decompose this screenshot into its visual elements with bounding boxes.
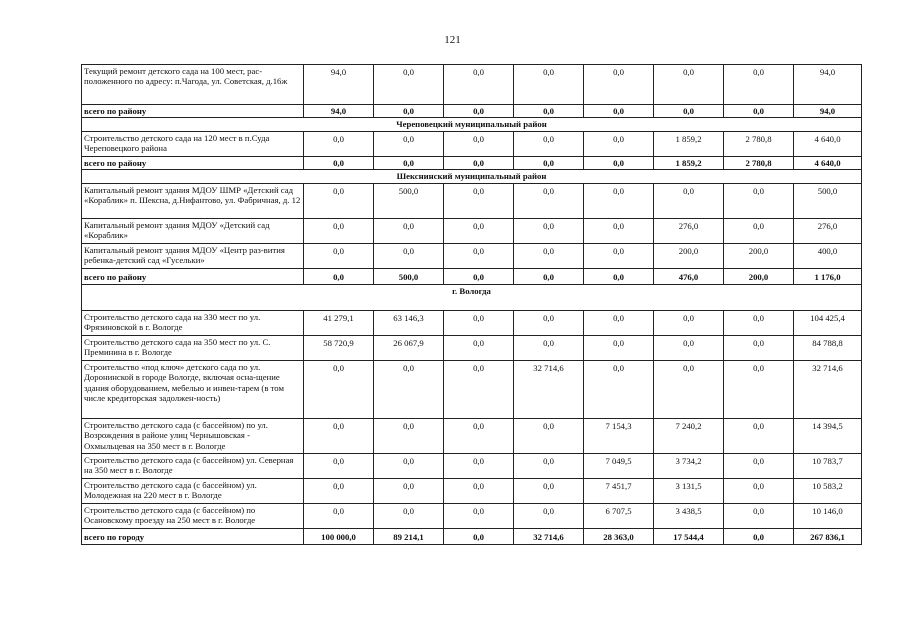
value-cell: 1 859,2 — [654, 132, 724, 157]
value-cell: 32 714,6 — [794, 361, 862, 419]
value-cell: 10 146,0 — [794, 504, 862, 529]
value-cell: 7 049,5 — [584, 454, 654, 479]
row-description: Капитальный ремонт здания МДОУ ШМР «Детский сад «Кораблик» п. Шексна, д.Нифантово, ул. Фабричная, д. 12 — [82, 184, 304, 219]
value-cell: 0,0 — [374, 361, 444, 419]
value-cell: 500,0 — [374, 269, 444, 285]
value-cell: 14 394,5 — [794, 419, 862, 454]
value-cell: 500,0 — [794, 184, 862, 219]
value-cell: 0,0 — [584, 311, 654, 336]
value-cell: 0,0 — [584, 219, 654, 244]
total-row — [82, 157, 862, 170]
value-cell: 1 176,0 — [794, 269, 862, 285]
value-cell: 0,0 — [724, 419, 794, 454]
value-cell: 0,0 — [444, 336, 514, 361]
value-cell: 0,0 — [304, 419, 374, 454]
value-cell: 276,0 — [794, 219, 862, 244]
table-row — [82, 504, 862, 529]
value-cell: 17 544,4 — [654, 529, 724, 545]
value-cell: 0,0 — [444, 157, 514, 170]
row-description: Строительство детского сада на 350 мест по ул. С. Преминина в г. Вологде — [82, 336, 304, 361]
value-cell: 0,0 — [724, 311, 794, 336]
table-body — [82, 65, 862, 545]
value-cell: 0,0 — [724, 529, 794, 545]
value-cell: 0,0 — [304, 479, 374, 504]
value-cell: 0,0 — [514, 479, 584, 504]
row-description: Строительство детского сада на 330 мест по ул. Фрязиновской в г. Вологде — [82, 311, 304, 336]
value-cell: 0,0 — [724, 361, 794, 419]
section-header-row — [82, 170, 862, 184]
row-description: Капитальный ремонт здания МДОУ «Детский сад «Кораблик» — [82, 219, 304, 244]
value-cell: 63 146,3 — [374, 311, 444, 336]
value-cell: 200,0 — [724, 244, 794, 269]
value-cell: 0,0 — [514, 269, 584, 285]
value-cell: 0,0 — [724, 479, 794, 504]
value-cell: 1 859,2 — [654, 157, 724, 170]
value-cell: 2 780,8 — [724, 132, 794, 157]
value-cell: 0,0 — [444, 269, 514, 285]
value-cell: 0,0 — [374, 105, 444, 118]
value-cell: 0,0 — [654, 105, 724, 118]
value-cell: 0,0 — [724, 105, 794, 118]
value-cell: 0,0 — [374, 504, 444, 529]
row-description: Капитальный ремонт здания МДОУ «Центр раз-вития ребенка-детский сад «Гусельки» — [82, 244, 304, 269]
value-cell: 0,0 — [444, 479, 514, 504]
total-row — [82, 105, 862, 118]
value-cell: 0,0 — [514, 311, 584, 336]
value-cell: 0,0 — [724, 336, 794, 361]
table-row — [82, 311, 862, 336]
row-description: всего по району — [82, 157, 304, 170]
value-cell: 7 154,3 — [584, 419, 654, 454]
value-cell: 0,0 — [514, 219, 584, 244]
value-cell: 0,0 — [304, 157, 374, 170]
row-description: Строительство детского сада (с бассейном) по Осановскому проезду на 250 мест в г. Вологде — [82, 504, 304, 529]
value-cell: 400,0 — [794, 244, 862, 269]
value-cell: 0,0 — [724, 454, 794, 479]
table-row — [82, 219, 862, 244]
value-cell: 7 451,7 — [584, 479, 654, 504]
row-description: Строительство детского сада (с бассейном) ул. Молодежная на 220 мест в г. Вологде — [82, 479, 304, 504]
value-cell: 0,0 — [444, 529, 514, 545]
value-cell: 0,0 — [374, 219, 444, 244]
value-cell: 0,0 — [304, 269, 374, 285]
table-row — [82, 132, 862, 157]
value-cell: 41 279,1 — [304, 311, 374, 336]
value-cell: 84 788,8 — [794, 336, 862, 361]
table-row — [82, 336, 862, 361]
row-description: всего по району — [82, 269, 304, 285]
value-cell: 0,0 — [444, 219, 514, 244]
value-cell: 0,0 — [584, 336, 654, 361]
value-cell: 28 363,0 — [584, 529, 654, 545]
value-cell: 32 714,6 — [514, 529, 584, 545]
value-cell: 0,0 — [374, 419, 444, 454]
row-description: Строительство детского сада на 120 мест в п.Суда Череповецкого района — [82, 132, 304, 157]
total-row — [82, 529, 862, 545]
value-cell: 0,0 — [724, 219, 794, 244]
value-cell: 0,0 — [654, 184, 724, 219]
value-cell: 0,0 — [724, 504, 794, 529]
value-cell: 200,0 — [654, 244, 724, 269]
value-cell: 0,0 — [724, 65, 794, 105]
value-cell: 104 425,4 — [794, 311, 862, 336]
section-title: г. Вологда — [82, 285, 862, 311]
page-number: 121 — [444, 34, 461, 46]
total-row — [82, 269, 862, 285]
value-cell: 2 780,8 — [724, 157, 794, 170]
value-cell: 0,0 — [444, 244, 514, 269]
row-description: всего по району — [82, 105, 304, 118]
value-cell: 0,0 — [304, 504, 374, 529]
table-row — [82, 419, 862, 454]
value-cell: 0,0 — [374, 244, 444, 269]
row-description: Текущий ремонт детского сада на 100 мест, рас-положенного по адресу: п.Чагода, ул. Советская, д.16ж — [82, 65, 304, 105]
value-cell: 7 240,2 — [654, 419, 724, 454]
value-cell: 4 640,0 — [794, 157, 862, 170]
section-header-row — [82, 285, 862, 311]
table-row — [82, 65, 862, 105]
value-cell: 0,0 — [304, 184, 374, 219]
table-row — [82, 361, 862, 419]
value-cell: 476,0 — [654, 269, 724, 285]
value-cell: 0,0 — [584, 269, 654, 285]
value-cell: 0,0 — [514, 244, 584, 269]
value-cell: 0,0 — [514, 105, 584, 118]
value-cell: 94,0 — [304, 105, 374, 118]
row-description: Строительство детского сада (с бассейном) ул. Северная на 350 мест в г. Вологде — [82, 454, 304, 479]
value-cell: 32 714,6 — [514, 361, 584, 419]
row-description: всего по городу — [82, 529, 304, 545]
value-cell: 0,0 — [444, 184, 514, 219]
value-cell: 94,0 — [304, 65, 374, 105]
value-cell: 0,0 — [584, 105, 654, 118]
section-title: Череповецкий муниципальный район — [82, 118, 862, 132]
value-cell: 0,0 — [584, 157, 654, 170]
value-cell: 100 000,0 — [304, 529, 374, 545]
value-cell: 10 783,7 — [794, 454, 862, 479]
value-cell: 0,0 — [584, 244, 654, 269]
value-cell: 0,0 — [514, 184, 584, 219]
value-cell: 0,0 — [444, 504, 514, 529]
row-description: Строительство детского сада (с бассейном) по ул. Возрождения в районе улиц Чернышовская - Охмыльцевая на 350 мест в г. Вологде — [82, 419, 304, 454]
value-cell: 0,0 — [444, 65, 514, 105]
value-cell: 0,0 — [584, 184, 654, 219]
value-cell: 4 640,0 — [794, 132, 862, 157]
value-cell: 89 214,1 — [374, 529, 444, 545]
value-cell: 94,0 — [794, 65, 862, 105]
value-cell: 58 720,9 — [304, 336, 374, 361]
value-cell: 0,0 — [514, 419, 584, 454]
section-title: Шекснинский муниципальный район — [82, 170, 862, 184]
value-cell: 200,0 — [724, 269, 794, 285]
value-cell: 0,0 — [444, 419, 514, 454]
table-row — [82, 184, 862, 219]
value-cell: 0,0 — [374, 454, 444, 479]
value-cell: 0,0 — [514, 504, 584, 529]
value-cell: 0,0 — [304, 361, 374, 419]
value-cell: 0,0 — [584, 65, 654, 105]
value-cell: 0,0 — [514, 65, 584, 105]
value-cell: 500,0 — [374, 184, 444, 219]
value-cell: 0,0 — [654, 311, 724, 336]
value-cell: 0,0 — [304, 244, 374, 269]
value-cell: 0,0 — [304, 454, 374, 479]
value-cell: 10 583,2 — [794, 479, 862, 504]
value-cell: 3 734,2 — [654, 454, 724, 479]
funding-table — [81, 64, 862, 545]
value-cell: 0,0 — [304, 219, 374, 244]
value-cell: 276,0 — [654, 219, 724, 244]
value-cell: 0,0 — [374, 479, 444, 504]
table-row — [82, 244, 862, 269]
value-cell: 0,0 — [654, 336, 724, 361]
value-cell: 0,0 — [584, 361, 654, 419]
value-cell: 94,0 — [794, 105, 862, 118]
value-cell: 0,0 — [514, 336, 584, 361]
value-cell: 26 067,9 — [374, 336, 444, 361]
value-cell: 0,0 — [444, 132, 514, 157]
section-header-row — [82, 118, 862, 132]
value-cell: 0,0 — [444, 311, 514, 336]
table-row — [82, 454, 862, 479]
value-cell: 3 438,5 — [654, 504, 724, 529]
table-row — [82, 479, 862, 504]
value-cell: 3 131,5 — [654, 479, 724, 504]
value-cell: 0,0 — [374, 132, 444, 157]
value-cell: 0,0 — [654, 65, 724, 105]
value-cell: 0,0 — [444, 105, 514, 118]
value-cell: 0,0 — [444, 361, 514, 419]
value-cell: 267 836,1 — [794, 529, 862, 545]
value-cell: 0,0 — [514, 454, 584, 479]
value-cell: 0,0 — [304, 132, 374, 157]
value-cell: 0,0 — [374, 65, 444, 105]
value-cell: 0,0 — [444, 454, 514, 479]
value-cell: 0,0 — [724, 184, 794, 219]
value-cell: 0,0 — [514, 132, 584, 157]
value-cell: 0,0 — [654, 361, 724, 419]
value-cell: 6 707,5 — [584, 504, 654, 529]
value-cell: 0,0 — [374, 157, 444, 170]
value-cell: 0,0 — [584, 132, 654, 157]
value-cell: 0,0 — [514, 157, 584, 170]
row-description: Строительство «под ключ» детского сада по ул. Доронинской в городе Вологде, включая осна-щение здания оборудованием, мебелью и инвен-тарем (в том числе кредиторская задолжен-ность) — [82, 361, 304, 419]
